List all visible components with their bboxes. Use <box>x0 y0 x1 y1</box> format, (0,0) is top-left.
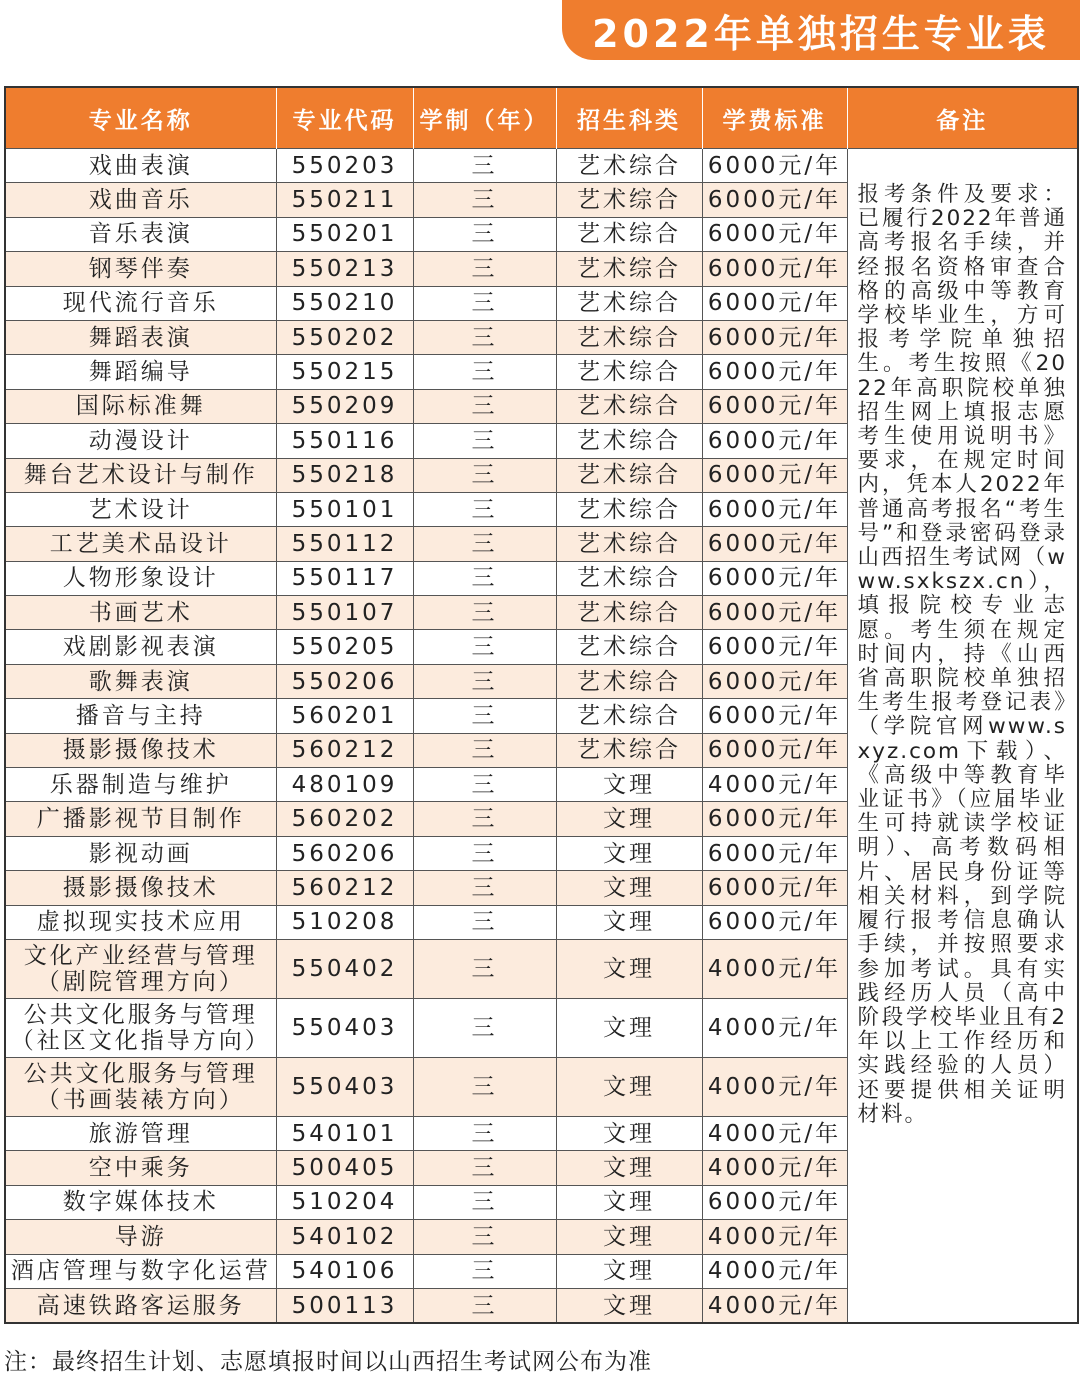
duration-cell: 三 <box>413 905 556 939</box>
duration-cell: 三 <box>413 561 556 595</box>
category-cell: 艺术综合 <box>556 630 702 664</box>
duration-cell: 三 <box>413 836 556 870</box>
table-row <box>5 149 1078 183</box>
category-cell: 文理 <box>556 939 702 998</box>
tuition-cell: 6000元/年 <box>702 596 847 630</box>
tuition-cell: 6000元/年 <box>702 286 847 320</box>
tuition-cell: 4000元/年 <box>702 998 847 1057</box>
major-code-cell: 540101 <box>276 1116 413 1150</box>
duration-cell: 三 <box>413 1220 556 1254</box>
category-cell: 艺术综合 <box>556 492 702 526</box>
category-cell: 文理 <box>556 768 702 802</box>
category-cell: 艺术综合 <box>556 527 702 561</box>
major-code-cell: 500405 <box>276 1151 413 1185</box>
header-tuition: 学费标准 <box>702 87 847 149</box>
category-cell: 艺术综合 <box>556 699 702 733</box>
major-name-cell: 空中乘务 <box>5 1151 276 1185</box>
major-code-cell: 560202 <box>276 802 413 836</box>
duration-cell: 三 <box>413 1057 556 1116</box>
major-name-cell: 钢琴伴奏 <box>5 252 276 286</box>
tuition-cell: 6000元/年 <box>702 630 847 664</box>
major-code-cell: 550112 <box>276 527 413 561</box>
major-code-cell: 560212 <box>276 733 413 767</box>
duration-cell: 三 <box>413 389 556 423</box>
major-name-cell: 戏曲表演 <box>5 149 276 183</box>
major-name-cell: 虚拟现实技术应用 <box>5 905 276 939</box>
category-cell: 文理 <box>556 836 702 870</box>
major-name-cell: 旅游管理 <box>5 1116 276 1150</box>
major-name-cell: 工艺美术品设计 <box>5 527 276 561</box>
major-code-cell: 550205 <box>276 630 413 664</box>
tuition-cell: 6000元/年 <box>702 802 847 836</box>
major-code-cell: 550215 <box>276 355 413 389</box>
duration-cell: 三 <box>413 217 556 251</box>
major-name-cell: 酒店管理与数字化运营 <box>5 1254 276 1288</box>
category-cell: 文理 <box>556 1254 702 1288</box>
category-cell: 文理 <box>556 1185 702 1219</box>
tuition-cell: 4000元/年 <box>702 768 847 802</box>
major-name-cell: 动漫设计 <box>5 424 276 458</box>
tuition-cell: 6000元/年 <box>702 217 847 251</box>
tuition-cell: 4000元/年 <box>702 1220 847 1254</box>
tuition-cell: 6000元/年 <box>702 664 847 698</box>
major-code-cell: 510204 <box>276 1185 413 1219</box>
header-major-code: 专业代码 <box>276 87 413 149</box>
major-name-cell: 摄影摄像技术 <box>5 733 276 767</box>
category-cell: 文理 <box>556 1288 702 1323</box>
duration-cell: 三 <box>413 1254 556 1288</box>
major-code-cell: 550209 <box>276 389 413 423</box>
major-name-cell: 广播影视节目制作 <box>5 802 276 836</box>
major-name-cell: 国际标准舞 <box>5 389 276 423</box>
major-code-cell: 550403 <box>276 1057 413 1116</box>
major-name-cell: 文化产业经营与管理（剧院管理方向） <box>5 939 276 998</box>
duration-cell: 三 <box>413 630 556 664</box>
major-code-cell: 480109 <box>276 768 413 802</box>
major-code-cell: 550218 <box>276 458 413 492</box>
category-cell: 艺术综合 <box>556 252 702 286</box>
duration-cell: 三 <box>413 492 556 526</box>
major-name-cell: 现代流行音乐 <box>5 286 276 320</box>
page-title: 2022年单独招生专业表 <box>592 11 1050 56</box>
major-name-cell: 数字媒体技术 <box>5 1185 276 1219</box>
tuition-cell: 6000元/年 <box>702 733 847 767</box>
major-name-cell: 艺术设计 <box>5 492 276 526</box>
major-name-cell: 公共文化服务与管理（书画装裱方向） <box>5 1057 276 1116</box>
tuition-cell: 6000元/年 <box>702 183 847 217</box>
major-name-cell: 舞蹈表演 <box>5 320 276 354</box>
tuition-cell: 4000元/年 <box>702 1116 847 1150</box>
major-code-cell: 550203 <box>276 149 413 183</box>
category-cell: 艺术综合 <box>556 149 702 183</box>
tuition-cell: 4000元/年 <box>702 1057 847 1116</box>
category-cell: 文理 <box>556 905 702 939</box>
tuition-cell: 6000元/年 <box>702 252 847 286</box>
duration-cell: 三 <box>413 1185 556 1219</box>
table-body <box>5 149 1078 1324</box>
major-code-cell: 550202 <box>276 320 413 354</box>
major-code-cell: 500113 <box>276 1288 413 1323</box>
major-code-cell: 550206 <box>276 664 413 698</box>
header-remarks: 备注 <box>847 87 1078 149</box>
remarks-cell: 报考条件及要求：已履行2022年普通高考报名手续，并经报名资格审查合格的高级中等教育学校毕业生，方可报考学院单独招生。考生按照《2022年高职院校单独招生网上填报志愿考生使用说明书》要求，在规定时间内，凭本人2022年普通高考报名“考生号”和登录密码登录山西招生考试网（www.sxkszx.cn），填报院校专业志愿。考生须在规定时间内，持《山西省高职院校单独招生考生报考登记表》（学院官网www.sxyz.com下载）、《高级中等教育毕业证书》（应届毕业生可持就读学校证明）、高考数码相片、居民身份证等相关材料，到学院履行报考信息确认手续，并按照要求参加考试。具有实践经历人员（高中阶段学校毕业且有2年以上工作经历和实践经验的人员）还要提供相关证明材料。 <box>847 149 1078 1324</box>
tuition-cell: 6000元/年 <box>702 871 847 905</box>
duration-cell: 三 <box>413 286 556 320</box>
tuition-cell: 6000元/年 <box>702 492 847 526</box>
major-code-cell: 550107 <box>276 596 413 630</box>
duration-cell: 三 <box>413 252 556 286</box>
tuition-cell: 4000元/年 <box>702 1254 847 1288</box>
major-code-cell: 560201 <box>276 699 413 733</box>
major-code-cell: 550116 <box>276 424 413 458</box>
category-cell: 文理 <box>556 802 702 836</box>
title-banner <box>562 0 1080 60</box>
category-cell: 艺术综合 <box>556 320 702 354</box>
duration-cell: 三 <box>413 939 556 998</box>
tuition-cell: 6000元/年 <box>702 905 847 939</box>
duration-cell: 三 <box>413 596 556 630</box>
tuition-cell: 6000元/年 <box>702 320 847 354</box>
duration-cell: 三 <box>413 733 556 767</box>
major-code-cell: 550213 <box>276 252 413 286</box>
duration-cell: 三 <box>413 699 556 733</box>
major-code-cell: 540106 <box>276 1254 413 1288</box>
major-code-cell: 560206 <box>276 836 413 870</box>
major-name-cell: 戏剧影视表演 <box>5 630 276 664</box>
tuition-cell: 6000元/年 <box>702 458 847 492</box>
major-code-cell: 550210 <box>276 286 413 320</box>
category-cell: 艺术综合 <box>556 217 702 251</box>
category-cell: 艺术综合 <box>556 355 702 389</box>
category-cell: 艺术综合 <box>556 183 702 217</box>
footer-note: 注：最终招生计划、志愿填报时间以山西招生考试网公布为准 <box>4 1349 652 1375</box>
major-code-cell: 550403 <box>276 998 413 1057</box>
tuition-cell: 6000元/年 <box>702 424 847 458</box>
table-header-row <box>5 87 1078 149</box>
header-major-name: 专业名称 <box>5 87 276 149</box>
major-name-cell: 歌舞表演 <box>5 664 276 698</box>
major-code-cell: 550402 <box>276 939 413 998</box>
duration-cell: 三 <box>413 183 556 217</box>
major-name-cell: 舞蹈编导 <box>5 355 276 389</box>
tuition-cell: 6000元/年 <box>702 1185 847 1219</box>
duration-cell: 三 <box>413 320 556 354</box>
major-name-cell: 乐器制造与维护 <box>5 768 276 802</box>
tuition-cell: 6000元/年 <box>702 527 847 561</box>
major-name-cell: 高速铁路客运服务 <box>5 1288 276 1323</box>
category-cell: 文理 <box>556 1220 702 1254</box>
duration-cell: 三 <box>413 149 556 183</box>
major-code-cell: 550101 <box>276 492 413 526</box>
tuition-cell: 6000元/年 <box>702 355 847 389</box>
major-code-cell: 550201 <box>276 217 413 251</box>
duration-cell: 三 <box>413 355 556 389</box>
category-cell: 文理 <box>556 1116 702 1150</box>
major-code-cell: 550117 <box>276 561 413 595</box>
major-name-cell: 戏曲音乐 <box>5 183 276 217</box>
duration-cell: 三 <box>413 802 556 836</box>
category-cell: 艺术综合 <box>556 286 702 320</box>
tuition-cell: 4000元/年 <box>702 1288 847 1323</box>
duration-cell: 三 <box>413 1288 556 1323</box>
tuition-cell: 6000元/年 <box>702 561 847 595</box>
major-name-cell: 影视动画 <box>5 836 276 870</box>
category-cell: 文理 <box>556 1057 702 1116</box>
duration-cell: 三 <box>413 1151 556 1185</box>
tuition-cell: 6000元/年 <box>702 149 847 183</box>
duration-cell: 三 <box>413 664 556 698</box>
category-cell: 艺术综合 <box>556 561 702 595</box>
category-cell: 艺术综合 <box>556 733 702 767</box>
duration-cell: 三 <box>413 1116 556 1150</box>
major-name-cell: 播音与主持 <box>5 699 276 733</box>
category-cell: 艺术综合 <box>556 664 702 698</box>
major-name-cell: 音乐表演 <box>5 217 276 251</box>
category-cell: 艺术综合 <box>556 458 702 492</box>
major-name-cell: 书画艺术 <box>5 596 276 630</box>
duration-cell: 三 <box>413 998 556 1057</box>
category-cell: 艺术综合 <box>556 389 702 423</box>
major-code-cell: 510208 <box>276 905 413 939</box>
header-duration: 学制（年） <box>413 87 556 149</box>
major-name-cell: 导游 <box>5 1220 276 1254</box>
tuition-cell: 6000元/年 <box>702 699 847 733</box>
duration-cell: 三 <box>413 424 556 458</box>
category-cell: 文理 <box>556 871 702 905</box>
major-code-cell: 550211 <box>276 183 413 217</box>
duration-cell: 三 <box>413 871 556 905</box>
major-name-cell: 舞台艺术设计与制作 <box>5 458 276 492</box>
category-cell: 文理 <box>556 998 702 1057</box>
tuition-cell: 6000元/年 <box>702 836 847 870</box>
duration-cell: 三 <box>413 458 556 492</box>
tuition-cell: 4000元/年 <box>702 939 847 998</box>
majors-table <box>4 86 1079 1324</box>
category-cell: 艺术综合 <box>556 424 702 458</box>
header-category: 招生科类 <box>556 87 702 149</box>
major-code-cell: 560212 <box>276 871 413 905</box>
major-name-cell: 公共文化服务与管理（社区文化指导方向） <box>5 998 276 1057</box>
duration-cell: 三 <box>413 768 556 802</box>
major-code-cell: 540102 <box>276 1220 413 1254</box>
category-cell: 文理 <box>556 1151 702 1185</box>
duration-cell: 三 <box>413 527 556 561</box>
tuition-cell: 6000元/年 <box>702 389 847 423</box>
category-cell: 艺术综合 <box>556 596 702 630</box>
major-name-cell: 摄影摄像技术 <box>5 871 276 905</box>
tuition-cell: 4000元/年 <box>702 1151 847 1185</box>
major-name-cell: 人物形象设计 <box>5 561 276 595</box>
